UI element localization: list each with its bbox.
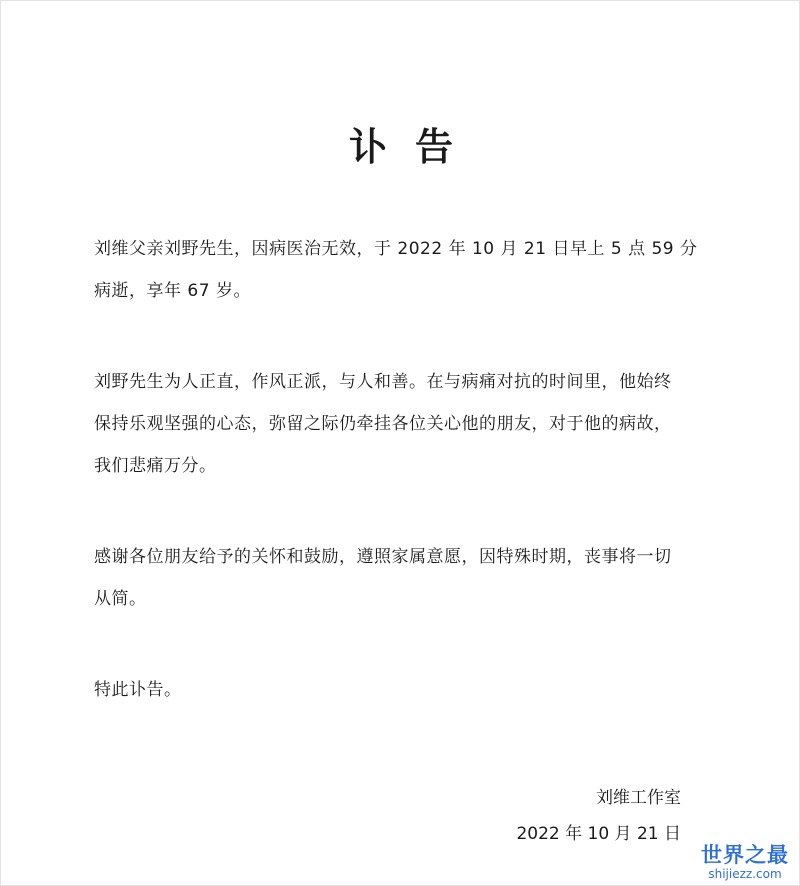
paragraph-line: 刘野先生为人正直，作风正派，与人和善。在与病痛对抗的时间里，他始终 (94, 372, 672, 392)
paragraph-line: 保持乐观坚强的心态，弥留之际仍牵挂各位关心他的朋友，对于他的病故， (94, 414, 672, 434)
notice-title: 讣告 (348, 125, 481, 169)
signature-date: 2022 年 10 月 21 日 (516, 824, 681, 844)
paragraph-line: 病逝，享年 67 岁。 (94, 281, 251, 301)
paragraph-closing (94, 669, 714, 711)
paragraph-character (94, 361, 714, 487)
signature-org: 刘维工作室 (596, 788, 681, 808)
paragraph-thanks (94, 536, 714, 620)
site-watermark (695, 843, 795, 881)
paragraph-line: 感谢各位朋友给予的关怀和鼓励，遵照家属意愿，因特殊时期，丧事将一切 (94, 547, 672, 567)
watermark-logo-text: 世界之最 (701, 843, 789, 867)
paragraph-line: 从简。 (94, 589, 147, 609)
watermark-url: shijiezz.com (708, 867, 782, 881)
paragraph-line: 我们悲痛万分。 (94, 456, 217, 476)
paragraph-line: 刘维父亲刘野先生，因病医治无效，于 2022 年 10 月 21 日早上 5 点 59 分 (94, 239, 698, 259)
paragraph-announcement (94, 228, 714, 312)
paragraph-line: 特此讣告。 (94, 680, 182, 700)
